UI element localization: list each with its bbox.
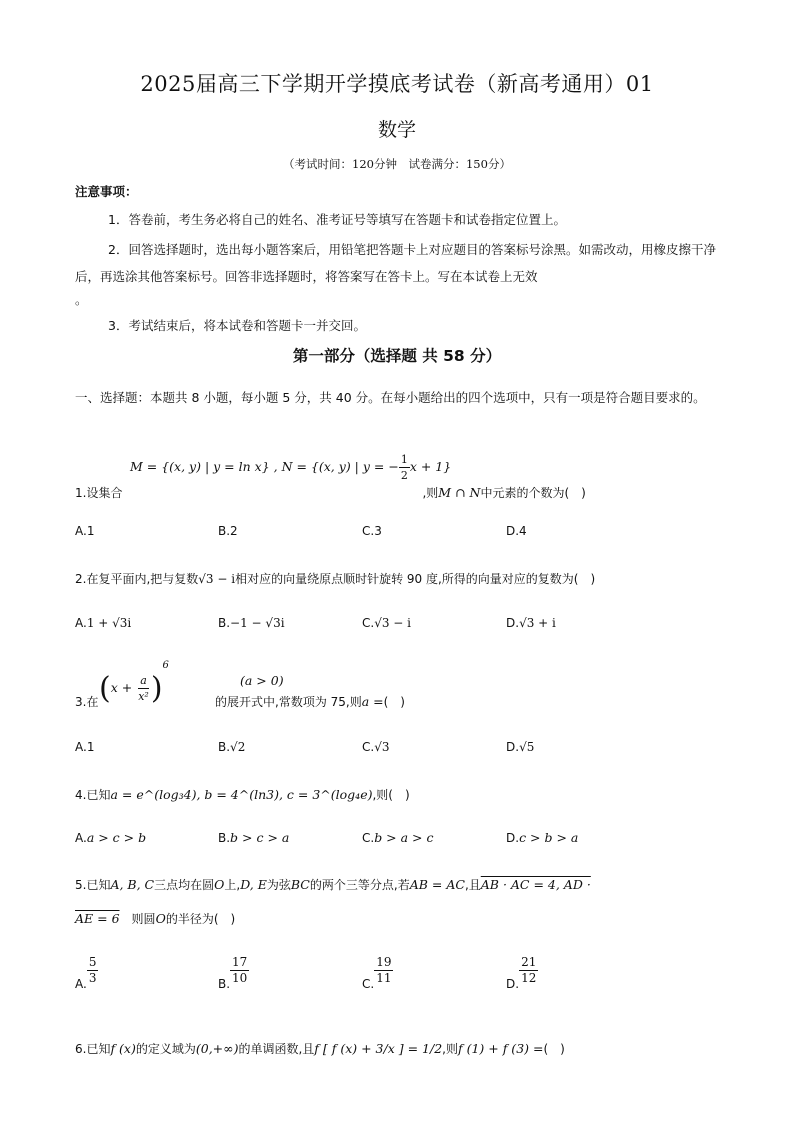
q1-option-d: D.4 <box>506 524 527 538</box>
q1-math2: M ∩ N <box>438 485 481 500</box>
q2-suffix: 相对应的向量绕原点顺时针旋转 90 度,所得的向量对应的复数为( ) <box>235 572 596 586</box>
question-5-line-2: AE = 6 则圆O的半径为( ) <box>75 911 236 926</box>
exam-info: （考试时间：120分钟 试卷满分：150分） <box>283 157 511 171</box>
q1-suffix: 中元素的个数为( ) <box>480 486 586 500</box>
q4-suffix: ,则( ) <box>372 788 410 802</box>
q4-prefix: 4.已知 <box>75 788 111 802</box>
q1-option-c: C.3 <box>362 524 382 538</box>
q2-prefix: 2.在复平面内,把与复数 <box>75 572 199 586</box>
question-4 <box>75 786 410 803</box>
q4-option-d: D.c > b > a <box>506 830 579 845</box>
q1-option-a: A.1 <box>75 524 95 538</box>
q5-option-d: D. $\frac{21}{12}$ <box>506 955 537 991</box>
q3-condition: (a > 0) <box>240 673 284 688</box>
exam-title: 2025届高三下学期开学摸底考试卷（新高考通用）01 <box>140 72 654 96</box>
q1-prefix: 1.设集合 <box>75 486 123 500</box>
part-title: 第一部分（选择题 共 58 分） <box>292 347 502 365</box>
section-instructions: 一、选择题：本题共 8 小题，每小题 5 分，共 40 分。在每小题给出的四个选项中，只有一项是符合题目要求的。 <box>75 390 706 405</box>
q5-option-b: B. $\frac{17}{10}$ <box>218 955 248 991</box>
q1-set-math: M = {(x, y) | y = ln x} , N = {(x, y) | y = − $\frac{1}{2}$ x + 1} <box>130 453 452 482</box>
exam-subject: 数学 <box>377 119 416 141</box>
q5-option-a: A. $\frac{5}{3}$ <box>75 955 97 991</box>
q3-binomial: (x + $\frac{a}{\text{x²}}$ )$^6$ <box>99 660 169 706</box>
q2-option-b: B.−1 − √3i <box>218 616 285 630</box>
q3-option-d: D.√5 <box>506 740 535 754</box>
q2-option-a: A.1 + √3i <box>75 616 132 630</box>
q3-suffix: 的展开式中,常数项为 75,则 <box>215 695 362 709</box>
question-5: 5.已知A, B, C三点均在圆O上,D, E为弦BC的两个三等分点,若AB = AC,且AB · AC = 4, AD · <box>75 877 591 892</box>
q2-math: √3 − i <box>198 572 236 586</box>
q4-math: a = e^(log₃4), b = 4^(ln3), c = 3^(log₄e) <box>110 787 373 802</box>
q1-mid: ,则 <box>422 486 439 500</box>
question-3 <box>75 660 575 710</box>
q3-math2: a = <box>361 694 384 709</box>
q2-option-c: C.√3 − i <box>362 616 412 630</box>
q4-option-c: C.b > a > c <box>362 830 434 845</box>
q3-tail: ( ) <box>383 695 405 709</box>
notice-heading: 注意事项： <box>75 184 138 199</box>
q3-option-a: A.1 <box>75 740 95 754</box>
q4-option-b: B.b > c > a <box>218 830 290 845</box>
question-6: 6.已知f (x)的定义域为(0,+∞)的单调函数,且f [ f (x) + 3/x ] = 1/2,则f (1) + f (3) =( ) <box>75 1041 565 1056</box>
q3-prefix: 3.在 <box>75 695 99 709</box>
q5-option-c: C. $\frac{19}{11}$ <box>362 955 392 991</box>
q3-option-c: C.√3 <box>362 740 390 754</box>
q4-option-a: A.a > c > b <box>75 830 147 845</box>
q2-option-d: D.√3 + i <box>506 616 556 630</box>
notice-item-2-tail: 。 <box>75 292 88 307</box>
question-2 <box>75 570 595 587</box>
q1-option-b: B.2 <box>218 524 238 538</box>
notice-item-3: 3．考试结束后，将本试卷和答题卡一并交回。 <box>108 318 366 333</box>
q3-option-b: B.√2 <box>218 740 246 754</box>
notice-item-1: 1．答卷前，考生务必将自己的姓名、准考证号等填写在答题卡和试卷指定位置上。 <box>108 212 566 227</box>
notice-item-2: 2．回答选择题时，选出每小题答案后，用铅笔把答题卡上对应题目的答案标号涂黑。如需改动，用橡皮擦干净后，再选涂其他答案标号。回答非选择题时，将答案写在答卡上。写在本试卷上无效 <box>75 242 716 284</box>
